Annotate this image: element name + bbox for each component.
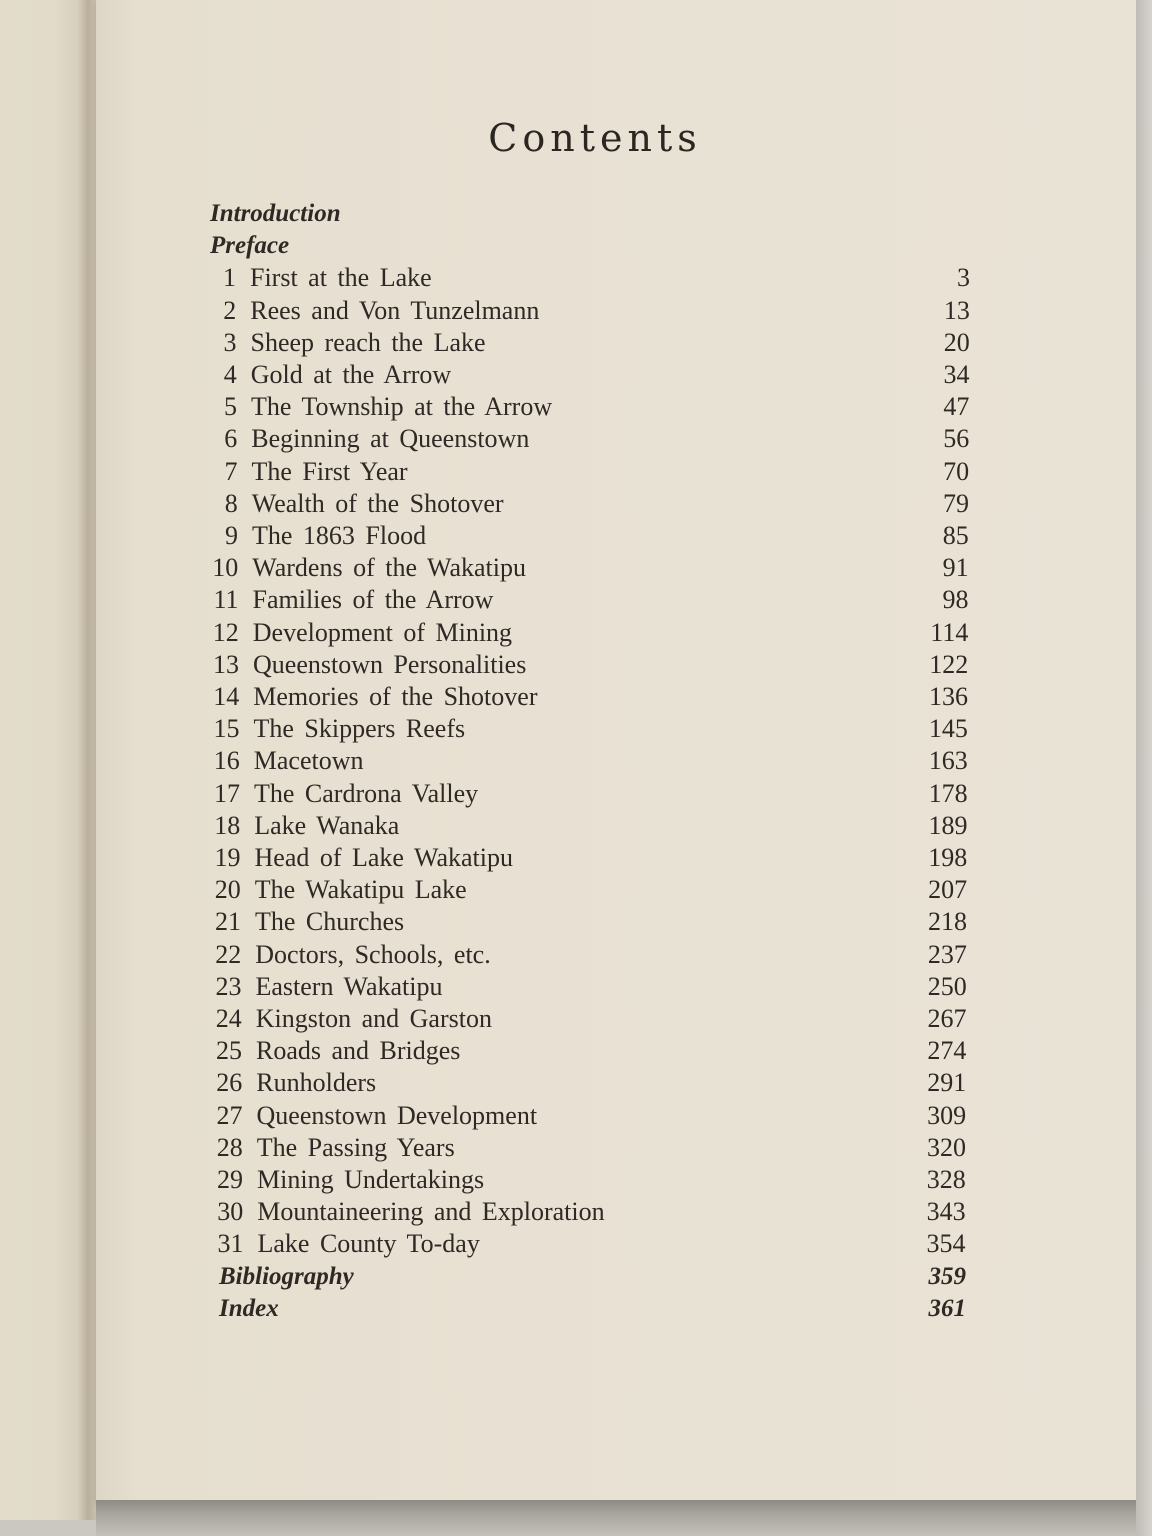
toc-entry [213,1164,966,1196]
toc-front-entry [219,1293,966,1325]
chapter-number: 29 [217,1165,243,1194]
chapter-title: Rees and Von Tunzelmann [250,295,540,325]
toc-entry [207,423,969,455]
toc-entry [210,745,968,777]
page-number: 354 [926,1229,966,1259]
chapter-number: 8 [224,488,238,518]
chapter-title: Mountaineering and Exploration [257,1197,605,1227]
chapter-title: Doctors, Schools, etc. [255,939,491,969]
page-number: 309 [927,1100,967,1130]
chapter-title: Sheep reach the Lake [250,327,486,357]
page-number: 178 [928,778,968,808]
chapter-number: 16 [213,746,240,776]
page-number: 163 [928,746,968,776]
chapter-number: 6 [224,424,238,454]
page-number: 98 [942,585,969,615]
page-number: 3 [957,263,970,293]
chapter-title: Kingston and Garston [255,1004,492,1033]
chapter-number: 17 [214,778,240,808]
toc-entry [212,971,967,1003]
toc-entry [208,456,970,488]
chapter-title: Head of Lake Wakatipu [254,843,513,872]
toc-entry [213,1100,967,1132]
chapter-number: 24 [215,1004,242,1033]
section-label: Index [219,1294,279,1322]
chapter-number: 31 [217,1229,244,1259]
chapter-title: The Wakatipu Lake [254,875,467,905]
page-number: 189 [928,810,968,840]
page-number: 218 [928,907,967,937]
section-label: Introduction [210,200,341,227]
page-number: 359 [928,1262,966,1290]
page-number: 361 [928,1294,966,1322]
toc-entry [210,778,968,810]
chapter-number: 18 [214,810,241,840]
page-number: 114 [930,617,969,647]
toc-entry [210,810,967,842]
chapter-title: Queenstown Personalities [253,649,527,679]
chapter-title: The Skippers Reefs [253,714,466,744]
chapter-title: Gold at the Arrow [250,360,452,389]
chapter-title: The 1863 Flood [252,521,427,550]
page-number: 20 [943,327,970,357]
chapter-number: 27 [216,1100,243,1130]
page-number: 274 [927,1036,967,1066]
page-number: 343 [926,1197,966,1227]
toc-entry [209,617,969,649]
page-number: 237 [927,939,967,969]
page-number: 56 [943,424,970,454]
chapter-number: 1 [223,263,236,293]
toc-entry [211,874,967,906]
page-number: 79 [942,488,969,518]
page-number: 136 [929,682,969,711]
chapter-number: 12 [212,617,239,647]
chapter-number: 11 [213,585,239,615]
toc-entry [214,1228,966,1260]
chapter-title: Wardens of the Wakatipu [252,553,527,583]
toc-entry [207,359,970,391]
chapter-title: Roads and Bridges [256,1036,461,1066]
page-number: 267 [927,1004,967,1033]
section-label: Preface [210,232,290,260]
toc-entry [211,906,967,938]
page-number: 207 [928,875,968,905]
chapter-title: Families of the Arrow [252,585,494,615]
toc-entry [212,1035,966,1067]
page-number: 320 [926,1132,966,1162]
page-number: 291 [927,1068,967,1098]
toc-entry [208,488,969,520]
toc-front-entry [210,198,968,230]
page-number: 250 [927,971,967,1001]
chapter-number: 10 [212,553,239,583]
chapter-title: Lake County To-day [257,1229,480,1259]
toc-entry [213,1196,965,1228]
chapter-number: 23 [215,971,242,1001]
chapter-title: Wealth of the Shotover [251,488,504,518]
chapter-number: 2 [223,295,237,325]
toc-front-entry [219,1261,966,1293]
chapter-title: Eastern Wakatipu [255,971,443,1001]
page-number: 85 [942,521,969,550]
chapter-number: 7 [224,456,238,486]
page-title: Contents [488,116,702,160]
chapter-title: The Township at the Arrow [251,392,553,422]
page-number: 70 [943,456,970,486]
toc-entry [211,939,967,971]
chapter-number: 28 [216,1132,243,1162]
chapter-title: Beginning at Queenstown [251,424,530,454]
page-number: 198 [928,843,968,872]
chapter-title: The Cardrona Valley [254,778,479,808]
page-number: 91 [942,553,969,583]
chapter-number: 14 [213,682,240,711]
page-number: 34 [943,360,970,389]
chapter-number: 5 [224,392,237,422]
chapter-title: The Churches [255,907,405,937]
toc-entry [208,520,969,552]
chapter-title: First at the Lake [250,263,432,293]
chapter-number: 19 [214,843,241,872]
chapter-number: 22 [215,939,242,969]
toc-entry [209,681,968,713]
toc-front-entry [210,230,968,262]
page-number: 47 [943,392,970,422]
toc-entry [207,327,970,359]
toc-entry [210,713,968,745]
toc-entry [209,584,969,616]
toc-entry [206,262,970,294]
chapter-number: 9 [225,521,238,550]
chapter-number: 13 [213,649,239,679]
chapter-number: 21 [215,907,241,937]
toc-entry [206,295,970,327]
chapter-title: Runholders [256,1068,377,1098]
chapter-title: The First Year [251,456,408,486]
chapter-title: The Passing Years [256,1132,455,1162]
section-label: Bibliography [219,1262,354,1290]
page-number: 122 [929,649,969,679]
toc-entry [208,552,968,584]
toc-entry [212,1067,966,1099]
chapter-number: 20 [214,875,241,905]
chapter-title: Memories of the Shotover [253,682,538,711]
chapter-title: Queenstown Development [256,1100,538,1130]
toc-entry [211,842,968,874]
chapter-number: 25 [216,1036,242,1066]
page-number: 13 [943,295,970,325]
chapter-number: 4 [223,360,237,389]
toc-entry [209,649,968,681]
chapter-number: 30 [217,1197,244,1227]
chapter-title: Development of Mining [252,617,513,647]
toc-entry [212,1003,967,1035]
chapter-title: Lake Wanaka [254,810,400,840]
page-number: 328 [926,1165,966,1194]
chapter-title: Macetown [253,746,364,776]
chapter-title: Mining Undertakings [257,1165,485,1194]
chapter-number: 3 [223,327,237,357]
toc-entry [207,391,969,423]
toc-entry [213,1132,966,1164]
page-number: 145 [928,714,968,744]
chapter-number: 26 [216,1068,243,1098]
chapter-number: 15 [213,714,240,744]
